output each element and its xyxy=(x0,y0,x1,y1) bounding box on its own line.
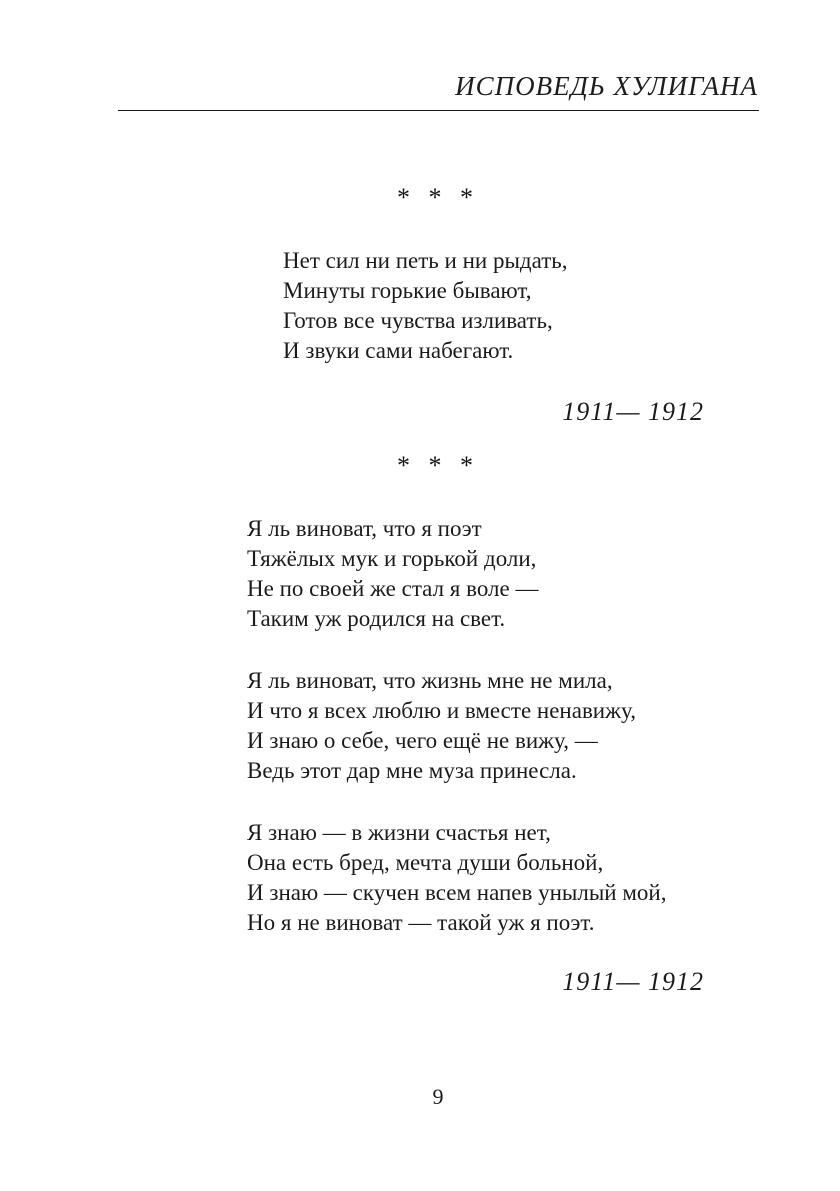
poem-line: Нет сил ни петь и ни рыдать, xyxy=(283,248,568,273)
poem-line: И знаю — скучен всем напев унылый мой, xyxy=(247,880,667,905)
poem-date: 1911— 1912 xyxy=(562,397,704,426)
poem-line: Я ль виноват, что я поэт xyxy=(247,516,482,541)
poem-line: Минуты горькие бывают, xyxy=(283,278,532,303)
section-divider: * * * xyxy=(397,183,479,212)
poem-date: 1911— 1912 xyxy=(562,967,704,996)
poem-line: Ведь этот дар мне муза принесла. xyxy=(247,758,577,783)
poem-line: Тяжёлых мук и горькой доли, xyxy=(247,546,537,571)
poem-line: Таким уж родился на свет. xyxy=(247,606,506,631)
running-header-title: ИСПОВЕДЬ ХУЛИГАНА xyxy=(455,71,758,101)
stanza xyxy=(247,818,666,938)
poem-line: И знаю о себе, чего ещё не вижу, — xyxy=(247,728,598,753)
poem-line: Она есть бред, мечта души больной, xyxy=(247,850,604,875)
poem-line: Я ль виноват, что жизнь мне не мила, xyxy=(247,668,613,693)
stanza xyxy=(283,246,568,366)
poem-line: И что я всех люблю и вместе ненавижу, xyxy=(247,698,636,723)
poem-line: Готов все чувства изливать, xyxy=(283,308,553,333)
poem-second xyxy=(247,514,666,938)
poem-line: Но я не виноват — такой уж я поэт. xyxy=(247,910,595,935)
poem-first xyxy=(283,246,568,366)
header-rule xyxy=(118,110,759,111)
stanza xyxy=(247,514,666,634)
poem-line: Я знаю — в жизни счастья нет, xyxy=(247,820,551,845)
stanza xyxy=(247,666,666,786)
poem-line: Не по своей же стал я воле — xyxy=(247,576,539,601)
page-number: 9 xyxy=(432,1084,444,1109)
section-divider: * * * xyxy=(397,451,479,480)
poem-line: И звуки сами набегают. xyxy=(283,338,514,363)
